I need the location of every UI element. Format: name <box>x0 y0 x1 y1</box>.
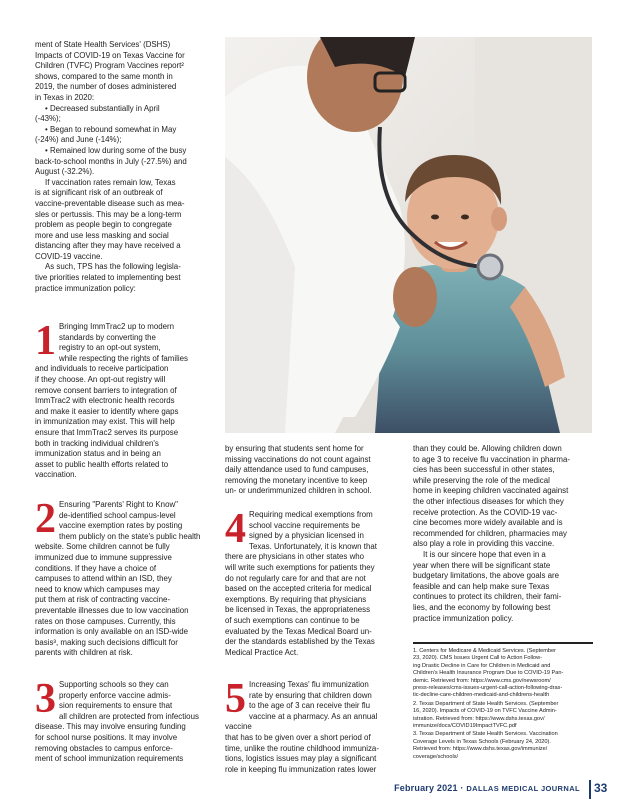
text-line: year when there will be significant state <box>413 560 551 570</box>
text-line: vaccine exemption rates by posting <box>59 521 183 531</box>
drop-cap-number: 2 <box>35 496 56 542</box>
priority-3 <box>35 676 215 765</box>
text-line: receive protection. As the COVID-19 vac- <box>413 507 558 517</box>
text-line: Impacts of COVID-19 on Texas Vaccine for <box>35 50 185 60</box>
text-line: immunization status and in being an <box>35 449 161 459</box>
text-line: Ensuring "Parents' Right to Know" <box>59 500 178 509</box>
text-line: back-to-school months in July (-27.5%) and <box>35 156 187 166</box>
text-line: Supporting schools so they can <box>59 680 169 689</box>
text-line: information is only available on an ISD-wide <box>35 627 189 637</box>
text-line: ImmTrac2 with electronic health records <box>35 396 175 406</box>
text-line: As such, TPS has the following legisla- <box>45 262 181 272</box>
text-line: removing obstacles to campus enforce- <box>35 743 173 753</box>
text-line: Requiring medical exemptions from <box>249 510 373 519</box>
text-line: practice immunization policy. <box>413 613 514 623</box>
footnote-2 <box>413 701 595 731</box>
left-column-intro <box>35 40 215 294</box>
text-line: based on the accepted criteria for medical <box>225 584 372 594</box>
text-line: if they choose. An opt-out registry will <box>35 374 166 384</box>
bullet-item <box>35 146 215 178</box>
text-line: • Decreased substantially in April <box>45 103 160 113</box>
text-line: coverage/schools/ <box>413 753 459 760</box>
text-line: and individuals to receive participation <box>35 364 169 374</box>
text-line: by ensuring that students sent home for <box>225 444 364 453</box>
text-line: budgetary limitations, the above goals are <box>413 571 560 581</box>
text-line: in immunization may exist. This will help <box>35 417 175 427</box>
text-line: vaccine-preventable disease such as mea- <box>35 198 185 208</box>
text-line: Children (TVFC) Program Vaccines report² <box>35 61 184 71</box>
text-line: them publicly on the state's public health <box>59 531 201 541</box>
text-line: also play a role in providing this vaccine. <box>413 539 555 549</box>
drop-cap-number: 1 <box>35 318 56 364</box>
text-line: cine becomes more widely available and is <box>413 518 563 528</box>
text-line: immunized due to immune suppressive <box>35 552 172 562</box>
text-line: to the age of 3 can receive their flu <box>249 701 371 711</box>
footer-journal: DALLAS MEDICAL JOURNAL <box>466 784 580 793</box>
text-line: COVID-19 vaccine. <box>35 251 103 261</box>
footnotes <box>413 648 595 761</box>
text-line: 2. Texas Department of State Health Services. (September <box>413 700 559 707</box>
text-line: recommended for children, pharmacies may <box>413 528 567 538</box>
text-line: 3. Texas Department of State Health Services. Vaccination <box>413 731 558 738</box>
text-line: asset to public health efforts related to <box>35 459 169 469</box>
text-line: than they could be. Allowing children down <box>413 444 562 453</box>
footer-separator: · <box>460 783 464 793</box>
text-line: do not regularly care for and that are not <box>225 573 366 583</box>
risk-paragraph <box>35 178 215 263</box>
footer-label <box>394 783 580 793</box>
text-line: ensure that ImmTrac2 serves its purpose <box>35 427 179 437</box>
flu-continuation-paragraph <box>413 444 595 550</box>
text-line: time, unlike the routine childhood immuniza- <box>225 743 379 753</box>
text-line: remove consent barriers to integration of <box>35 385 177 395</box>
footnote-1 <box>413 648 595 700</box>
text-line: that has to be given over a short period of <box>225 732 371 742</box>
text-line: feasible and can help make sure Texas <box>413 581 550 591</box>
text-line: If vaccination rates remain low, Texas <box>45 177 176 187</box>
photo-illustration <box>225 37 592 433</box>
text-line: registry to an opt-out system, <box>59 343 161 353</box>
priority-1 <box>35 318 215 481</box>
text-line: lies, and the economy by following best <box>413 602 551 612</box>
text-line: demic. Retrieved from: https://www.cms.gov/newsroom/ <box>413 677 551 684</box>
text-line: basis³, making such decisions difficult for <box>35 637 178 647</box>
text-line: distancing after they may have received a <box>35 241 181 251</box>
text-line: ing Drastic Decline in Care for Children in Medicaid and <box>413 662 551 669</box>
text-line: removing the monetary incentive to keep <box>225 475 368 485</box>
text-line: 16, 2020). Impacts of COVID-19 on TVFC Vaccine Admin- <box>413 708 557 715</box>
drop-cap-number: 3 <box>35 676 56 722</box>
closing-paragraph <box>413 550 595 624</box>
priorities-intro-paragraph <box>35 262 215 294</box>
text-line: to age 3 to receive flu vaccination in pharma- <box>413 454 571 464</box>
text-line: exemptions. By requiring that physicians <box>225 594 367 604</box>
text-line: August (-32.2%). <box>35 167 95 177</box>
doctor-child-photo <box>225 37 592 433</box>
text-line: role in keeping flu immunization rates lower <box>225 764 377 774</box>
text-line: 23, 2020). CMS Issues Urgent Call to Action Follow- <box>413 655 543 662</box>
text-line: Bringing ImmTrac2 up to modern <box>59 322 175 331</box>
right-column-text <box>413 444 595 624</box>
text-line: the other infectious diseases for which they <box>413 496 564 506</box>
bullet-item <box>35 104 215 125</box>
text-line: is at significant risk of an outbreak of <box>35 188 163 198</box>
text-line: ment of State Health Services' (DSHS) <box>35 40 171 49</box>
text-line: un- or underimmunized children in school. <box>225 486 372 496</box>
middle-column-continuation <box>225 444 405 497</box>
text-line: immunize/docs/COVID19ImpactTVFC.pdf <box>413 723 517 730</box>
text-line: Children's Health Insurance Program Due to COVID-19 Pan- <box>413 670 564 677</box>
text-line: practice immunization policy: <box>35 283 136 293</box>
footer-divider <box>589 780 591 799</box>
text-line: rates on those campuses. Currently, this <box>35 616 176 626</box>
text-line: school vaccine requirements be <box>249 520 360 530</box>
text-line: put them at risk of contracting vaccine- <box>35 595 171 605</box>
text-line: both in tracking individual children's <box>35 438 159 448</box>
text-line: (-43%); <box>35 114 61 124</box>
text-line: home in keeping children vaccinated against <box>413 486 569 496</box>
text-line: sles or pertussis. This may be a long-term <box>35 209 182 219</box>
text-line: de-identified school campus-level <box>59 510 176 520</box>
text-line: Increasing Texas' flu immunization <box>249 680 369 689</box>
text-line: standards by converting the <box>59 332 156 342</box>
text-line: press-releases/cms-issues-urgent-call-action-following-dras- <box>413 685 563 692</box>
text-line: all children are protected from infectious <box>59 711 199 721</box>
text-line: will write such exemptions for patients they <box>225 562 375 572</box>
text-line: • Remained low during some of the busy <box>45 145 187 155</box>
text-line: vaccination. <box>35 470 77 480</box>
text-line: parents with children at risk. <box>35 648 133 658</box>
bullet-item <box>35 125 215 146</box>
priority-2 <box>35 496 215 659</box>
priority-4 <box>225 506 405 658</box>
drop-cap-number: 4 <box>225 506 246 552</box>
text-line: tive priorities related to implementing best <box>35 273 181 283</box>
text-line: in Texas in 2020: <box>35 92 95 102</box>
text-line: ment of school immunization requirements <box>35 754 184 764</box>
text-line: while preserving the role of the medical <box>413 475 550 485</box>
text-line: missing vaccinations do not count against <box>225 454 371 464</box>
text-line: problem as people begin to congregate <box>35 220 172 230</box>
text-line: tic-decline-care-children-medicaid-and-childrens-health <box>413 692 550 699</box>
text-line: of such exemptions can continue to be <box>225 615 360 625</box>
page-footer <box>0 779 625 801</box>
text-line: 1. Centers for Medicare & Medicaid Services. (September <box>413 648 557 654</box>
text-line: istration. Retrieved from: https://www.dshs.texas.gov/ <box>413 715 545 722</box>
text-line: there are physicians in other states who <box>225 552 365 562</box>
page-number: 33 <box>594 781 608 795</box>
text-line: while respecting the rights of families <box>59 353 188 363</box>
text-line: sion requirements to ensure that <box>59 701 173 711</box>
text-line: continues to protect its children, their fami- <box>413 592 562 602</box>
text-line: website. Some children cannot be fully <box>35 542 170 552</box>
text-line: tions, logistics issues may play a significant <box>225 754 377 764</box>
text-line: evaluated by the Texas Medical Board un- <box>225 626 372 636</box>
text-line: campuses to attend within an ISD, they <box>35 574 172 584</box>
text-line: preventable illnesses due to low vaccination <box>35 605 189 615</box>
text-line: 2019, the number of doses administered <box>35 82 177 92</box>
text-line: Coverage Levels in Texas Schools (February 24, 2020). <box>413 738 551 745</box>
footnotes-divider <box>413 642 593 644</box>
text-line: for school nurse positions. It may involve <box>35 732 178 742</box>
drop-cap-number: 5 <box>225 676 246 722</box>
text-line: daily attendance used to fund campuses, <box>225 465 369 475</box>
text-line: need to know which campuses may <box>35 584 160 594</box>
text-line: more and use less masking and social <box>35 230 169 240</box>
intro-paragraph <box>35 40 215 104</box>
text-line: signed by a physician licensed in <box>249 531 364 541</box>
priority-5 <box>225 676 405 775</box>
text-line: vaccine at a pharmacy. As an annual vaccine <box>225 711 378 732</box>
text-line: Medical Practice Act. <box>225 647 299 657</box>
text-line: Retrieved from: https://www.dshs.texas.gov/immunize/ <box>413 746 548 753</box>
text-line: cies has been successful in other states, <box>413 465 555 475</box>
text-line: disease. This may involve ensuring funding <box>35 722 186 732</box>
footer-date: February 2021 <box>394 783 458 793</box>
text-line: be licensed in Texas, the appropriateness <box>225 605 371 615</box>
text-line: • Began to rebound somewhat in May <box>45 124 177 134</box>
text-line: Texas. Unfortunately, it is known that <box>249 541 377 551</box>
text-line: and make it easier to identify where gaps <box>35 406 179 416</box>
footnote-3 <box>413 731 595 761</box>
text-line: (-24%) and June (-14%); <box>35 135 122 145</box>
text-line: properly enforce vaccine admis- <box>59 690 171 700</box>
text-line: rate by ensuring that children down <box>249 690 372 700</box>
text-line: shows, compared to the same month in <box>35 71 173 81</box>
text-line: der the standards established by the Texas <box>225 637 375 647</box>
text-line: It is our sincere hope that even in a <box>423 549 546 559</box>
text-line: conditions. If they have a choice of <box>35 563 157 573</box>
